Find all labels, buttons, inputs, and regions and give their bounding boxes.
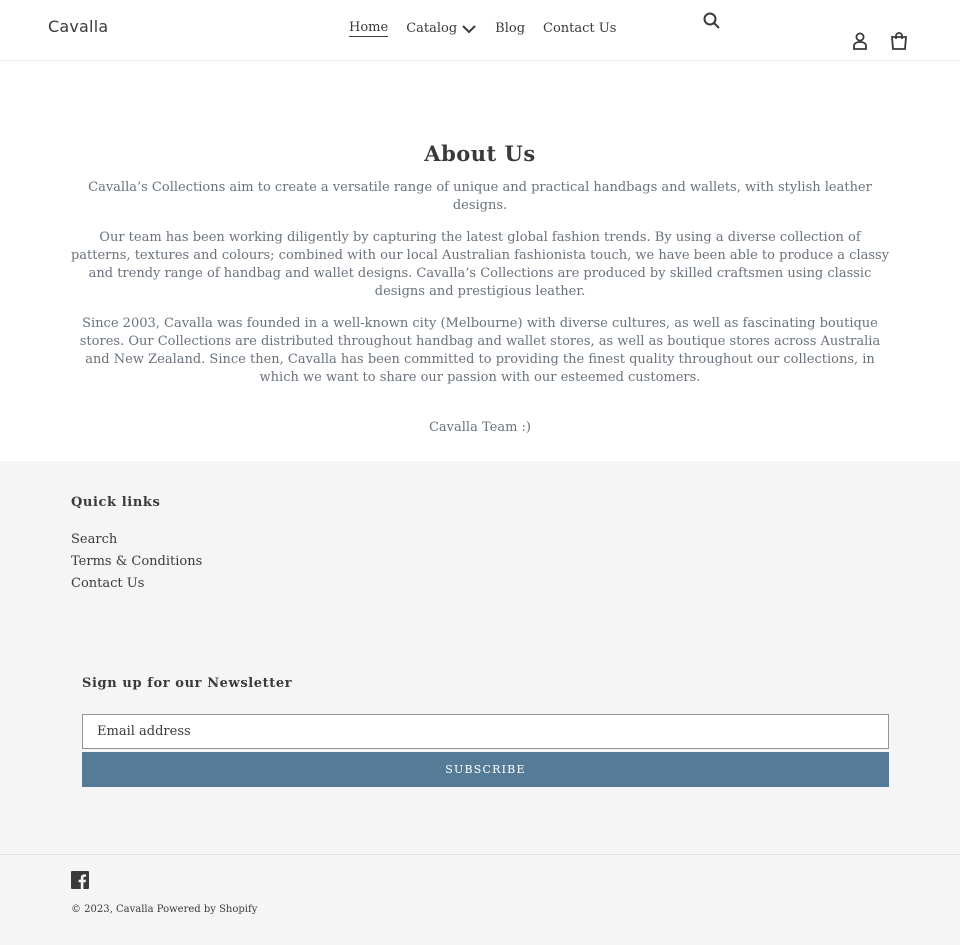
nav-blog-label: Blog <box>495 21 526 36</box>
search-icon[interactable] <box>702 11 722 31</box>
subscribe-button[interactable]: SUBSCRIBE <box>82 752 889 787</box>
copyright: © 2023, Cavalla Powered by Shopify <box>71 904 258 915</box>
nav-home[interactable] <box>340 20 397 37</box>
nav-contact-label: Contact Us <box>543 21 617 36</box>
about-paragraph: Cavalla’s Collections aim to create a versatile range of unique and practical handbags and wallets, with stylish leather designs. <box>88 180 872 213</box>
facebook-icon[interactable] <box>71 871 89 889</box>
footer-divider <box>0 854 960 855</box>
chevron-down-icon <box>461 23 477 35</box>
nav-catalog-label: Catalog <box>406 21 458 36</box>
account-icon[interactable] <box>850 31 870 51</box>
about-paragraph: Our team has been working diligently by capturing the latest global fashion trends. By using a diverse collection of patterns, textures and colours; combined with our local Australian fashionista touch, we have been able to produce a classy and trendy range of handbag and wallet designs. Cavalla’s Collections are produced by skilled craftsmen using classic designs and prestigious leather. <box>70 230 890 299</box>
logo[interactable]: Cavalla <box>48 17 109 36</box>
nav-contact[interactable] <box>534 20 625 37</box>
page-title: About Us <box>424 141 536 166</box>
site-footer <box>0 461 960 945</box>
main-nav <box>340 20 625 37</box>
quick-link-terms[interactable]: Terms & Conditions <box>71 554 203 569</box>
quick-link-search[interactable]: Search <box>71 532 118 547</box>
nav-catalog[interactable] <box>397 20 486 37</box>
about-content <box>70 179 890 451</box>
nav-home-label: Home <box>349 20 389 35</box>
about-paragraph: Since 2003, Cavalla was founded in a well-known city (Melbourne) with diverse cultures, as well as fascinating boutique stores. Our Collections are distributed throughout handbag and wallet stores, as well as boutique stores across Australia and New Zealand. Since then, Cavalla has been committed to providing the finest quality throughout our collections, in which we want to share our passion with our esteemed customers. <box>79 316 881 385</box>
cart-icon[interactable] <box>889 31 909 51</box>
email-input[interactable] <box>82 714 889 749</box>
newsletter-title: Sign up for our Newsletter <box>82 676 293 691</box>
quick-link-contact[interactable]: Contact Us <box>71 576 145 591</box>
quick-links-title: Quick links <box>71 495 161 510</box>
quick-links-list <box>71 529 202 595</box>
main-content <box>0 61 960 461</box>
site-header <box>0 0 960 61</box>
signoff: Cavalla Team :) <box>428 420 531 435</box>
nav-blog[interactable] <box>486 20 534 37</box>
